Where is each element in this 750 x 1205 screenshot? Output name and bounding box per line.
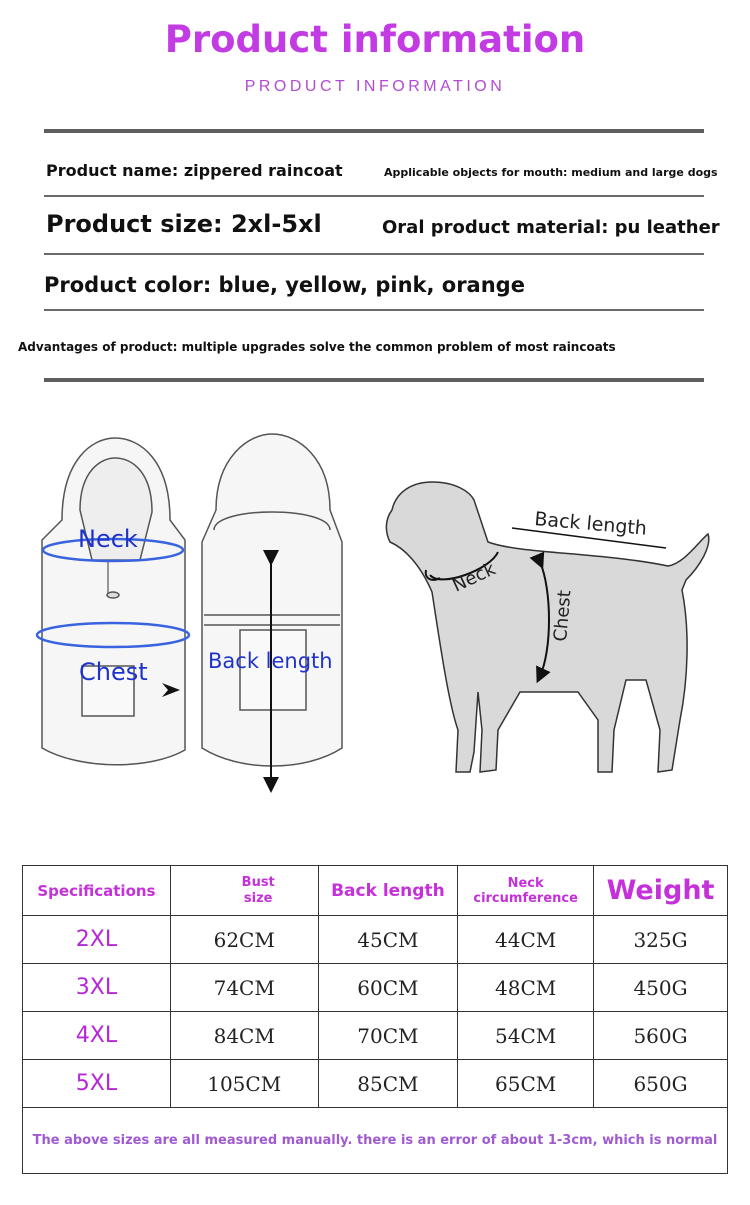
cell-size: 3XL [23, 964, 171, 1012]
cell-neck: 44CM [458, 916, 594, 964]
cell-weight: 450G [594, 964, 728, 1012]
dog-back-label: Back length [533, 508, 648, 540]
cell-weight: 650G [594, 1060, 728, 1108]
info-material: Oral product material: pu leather [382, 217, 720, 238]
table-row [23, 1060, 728, 1108]
cell-neck: 54CM [458, 1012, 594, 1060]
header-neck [458, 866, 594, 916]
table-note-row [23, 1108, 728, 1174]
cell-weight: 325G [594, 916, 728, 964]
divider-2 [44, 253, 704, 255]
measurement-illustration [0, 430, 750, 810]
header-spec [23, 866, 171, 916]
cell-back: 45CM [318, 916, 458, 964]
divider-top [44, 129, 704, 133]
header-spec-text: Specifications [37, 881, 156, 900]
info-applicable: Applicable objects for mouth: medium and large dogs [384, 166, 718, 179]
cell-bust: 62CM [170, 916, 318, 964]
cell-back: 60CM [318, 964, 458, 1012]
divider-1 [44, 195, 704, 197]
coat-neck-label: Neck [78, 525, 138, 553]
table-row [23, 964, 728, 1012]
page-title: Product information [164, 18, 586, 61]
cell-neck: 48CM [458, 964, 594, 1012]
divider-3 [44, 309, 704, 311]
cell-back: 85CM [318, 1060, 458, 1108]
header-weight-text: Weight [606, 875, 715, 906]
info-advantages: Advantages of product: multiple upgrades solve the common problem of most raincoats [18, 340, 616, 354]
cell-neck: 65CM [458, 1060, 594, 1108]
header-back [318, 866, 458, 916]
info-product-color: Product color: blue, yellow, pink, orange [44, 273, 525, 297]
header-weight [594, 866, 728, 916]
dog-chest-label: Chest [550, 589, 576, 643]
table-row [23, 1012, 728, 1060]
measurement-diagram [0, 430, 750, 810]
cell-bust: 105CM [170, 1060, 318, 1108]
cell-weight: 560G [594, 1012, 728, 1060]
header-neck-2: circumference [473, 890, 578, 906]
header-bust-2: size [243, 890, 273, 906]
page-subtitle: PRODUCT INFORMATION [244, 78, 506, 95]
header-bust [170, 866, 318, 916]
dog-neck-label: Neck [449, 558, 499, 597]
cell-bust: 84CM [170, 1012, 318, 1060]
cell-back: 70CM [318, 1012, 458, 1060]
header-back-text: Back length [331, 880, 445, 901]
coat-chest-label: Chest [79, 658, 148, 686]
info-product-size: Product size: 2xl-5xl [46, 210, 322, 238]
cell-bust: 74CM [170, 964, 318, 1012]
cell-size: 2XL [23, 916, 171, 964]
header-bust-1: Bust [241, 874, 275, 890]
cell-size: 4XL [23, 1012, 171, 1060]
header-neck-1: Neck [507, 875, 544, 891]
divider-bottom [44, 378, 704, 382]
cell-size: 5XL [23, 1060, 171, 1108]
coat-back-label: Back length [208, 649, 333, 673]
coat-front-drawing [42, 438, 185, 765]
table-header-row [23, 866, 728, 916]
info-product-name: Product name: zippered raincoat [46, 161, 343, 180]
spec-table [22, 865, 728, 1174]
table-row [23, 916, 728, 964]
table-note: The above sizes are all measured manually. there is an error of about 1-3cm, which is normal [23, 1108, 728, 1174]
